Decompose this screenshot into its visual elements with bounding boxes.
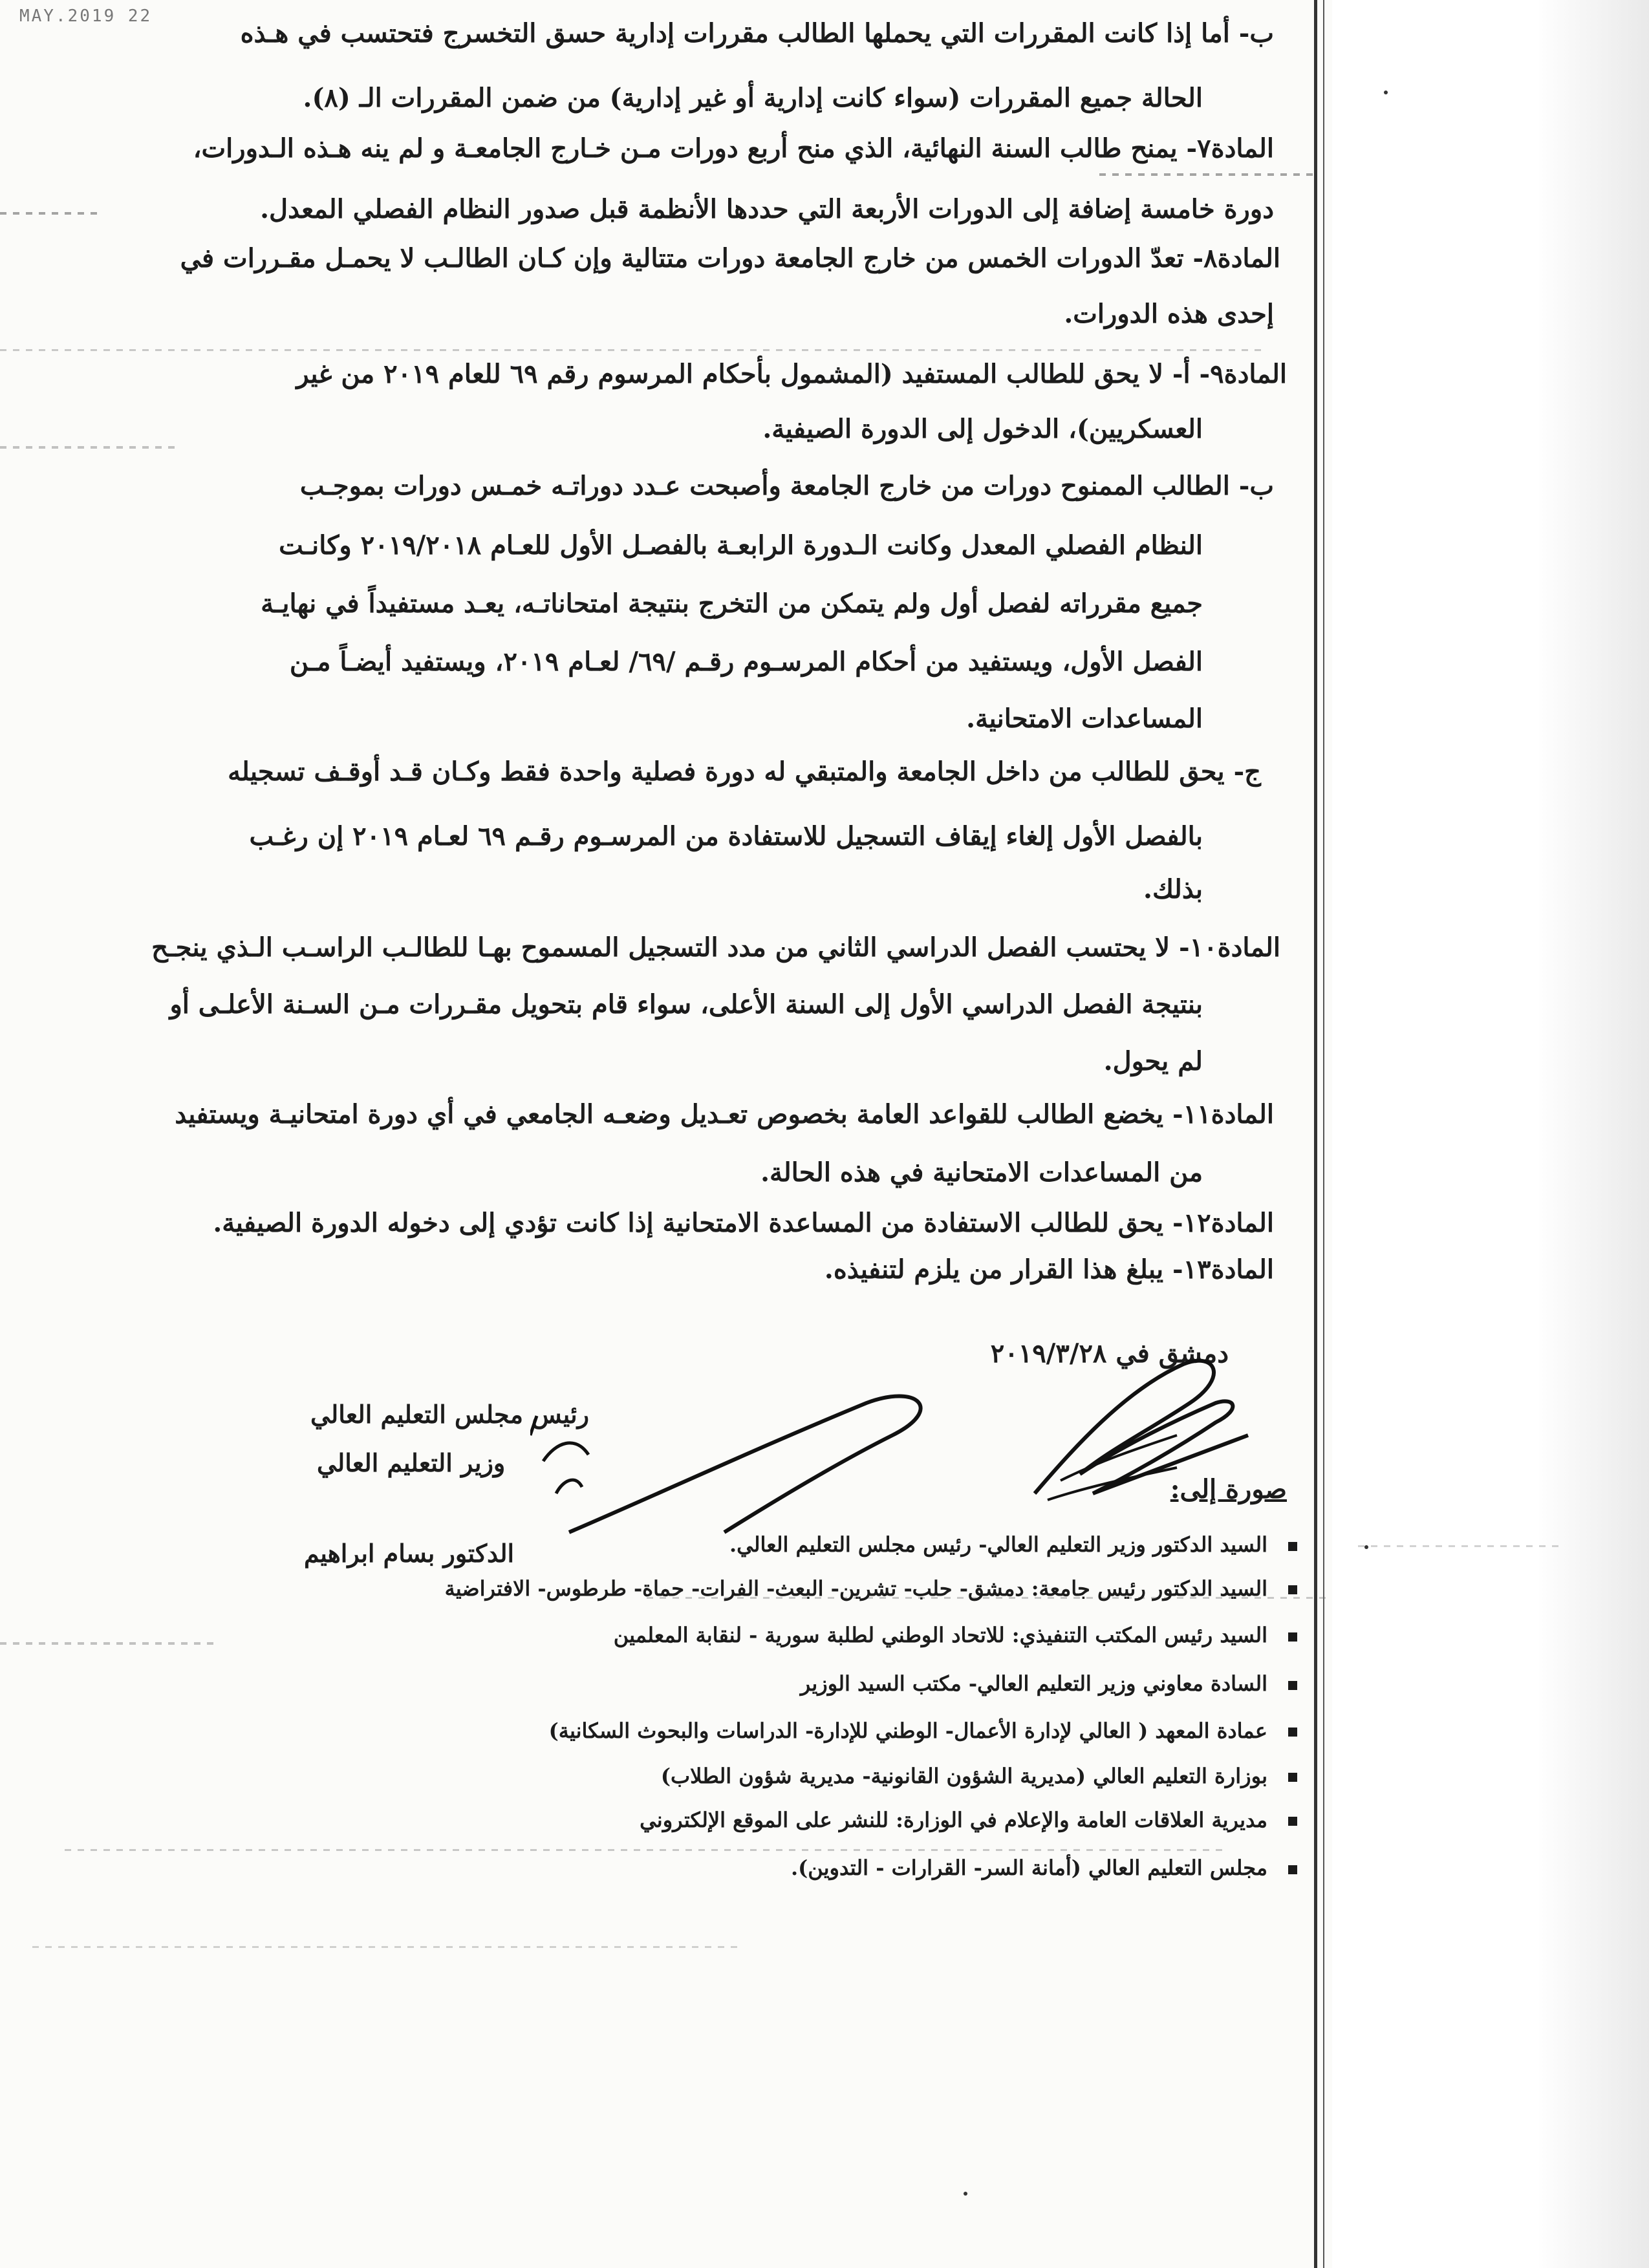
body-line: المادة٧- يمنح طالب السنة النهائية، الذي منح أربع دورات مـن خـارج الجامعـة و لم ينه هـذه الـدورات،: [193, 133, 1274, 164]
scan-shadow: [1539, 0, 1649, 2268]
body-line: المادة٨- تعدّ الدورات الخمس من خارج الجامعة دورات متتالية وإن كـان الطالـب لا يحمـل مقـررات في: [180, 243, 1280, 273]
copy-to-item: مديرية العلاقات العامة والإعلام في الوزارة: للنشر على الموقع الإلكتروني: [640, 1808, 1267, 1832]
margin-rule-thin: [1323, 0, 1324, 2268]
body-line: ب- أما إذا كانت المقررات التي يحملها الطالب مقررات إدارية حسق التخسرج فتحتسب في هـذه: [240, 18, 1274, 48]
signatory-name: الدكتور بسام ابراهيم: [304, 1539, 515, 1568]
margin-rule: [1314, 0, 1317, 2268]
body-line: المادة١٣- يبلغ هذا القرار من يلزم لتنفيذه.: [824, 1254, 1274, 1285]
copy-to-item: السيد رئيس المكتب التنفيذي: للاتحاد الوطني لطلبة سورية - لنقابة المعلمين: [613, 1623, 1267, 1647]
bullet-icon: [1288, 1632, 1297, 1642]
body-line: بالفصل الأول إلغاء إيقاف التسجيل للاستفادة من المرسـوم رقـم ٦٩ لعـام ٢٠١٩ إن رغـب: [249, 821, 1203, 851]
body-line: المادة١٠- لا يحتسب الفصل الدراسي الثاني من مدد التسجيل المسموح بهـا للطالـب الراسـب الـذي ينجـح: [151, 932, 1280, 963]
body-line: جميع مقرراته لفصل أول ولم يتمكن من التخرج بنتيجة امتحاناتـه، يعـد مستفيداً في نهايـة: [261, 588, 1203, 619]
bullet-icon: [1288, 1585, 1297, 1594]
body-line: المادة٩- أ- لا يحق للطالب المستفيد (المشمول بأحكام المرسوم رقم ٦٩ للعام ٢٠١٩ من غير: [296, 359, 1287, 389]
signatory-title-2: وزير التعليم العالي: [317, 1448, 506, 1477]
bullet-icon: [1288, 1728, 1297, 1737]
scan-speck: [1384, 91, 1388, 94]
body-line: بذلك.: [1143, 874, 1203, 904]
bullet-icon: [1288, 1542, 1297, 1551]
body-line: الحالة جميع المقررات (سواء كانت إدارية أو غير إدارية) من ضمن المقررات الـ (٨).: [303, 83, 1203, 113]
body-line: المساعدات الامتحانية.: [966, 703, 1203, 734]
body-line: المادة١٢- يحق للطالب الاستفادة من المساعدة الامتحانية إذا كانت تؤدي إلى دخوله الدورة الصيفية.: [213, 1208, 1274, 1238]
copy-to-label: صورة إلى:: [1170, 1474, 1287, 1504]
scan-noise: [1358, 1545, 1565, 1547]
body-line: العسكريين)، الدخول إلى الدورة الصيفية.: [762, 414, 1203, 444]
copy-to-item: السادة معاوني وزير التعليم العالي- مكتب السيد الوزير: [800, 1671, 1267, 1696]
body-line: المادة١١- يخضع الطالب للقواعد العامة بخصوص تعـديل وضعـه الجامعي في أي دورة امتحانيـة ويستفيد: [175, 1099, 1274, 1129]
document-body: [97, 0, 1287, 2268]
signatory-title-1: رئيس مجلس التعليم العالي: [310, 1400, 590, 1429]
scan-noise: [0, 212, 97, 215]
scan-speck: [964, 2192, 967, 2196]
fax-header-stamp: MAY.2019 22: [19, 6, 153, 26]
body-line: لم يحول.: [1103, 1046, 1203, 1076]
bullet-icon: [1288, 1817, 1297, 1826]
body-line: دورة خامسة إضافة إلى الدورات الأربعة التي حددها الأنظمة قبل صدور النظام الفصلي المعدل.: [260, 194, 1274, 224]
body-line: إحدى هذه الدورات.: [1064, 299, 1274, 329]
bullet-icon: [1288, 1865, 1297, 1874]
bullet-icon: [1288, 1681, 1297, 1690]
copy-to-item: مجلس التعليم العالي (أمانة السر- القرارات - التدوين).: [790, 1856, 1267, 1880]
scan-speck: [1364, 1545, 1368, 1549]
body-line: النظام الفصلي المعدل وكانت الـدورة الرابعـة بالفصـل الأول للعـام ٢٠١٩/٢٠١٨ وكانـت: [279, 530, 1203, 561]
body-line: من المساعدات الامتحانية في هذه الحالة.: [760, 1157, 1203, 1188]
body-line: ج- يحق للطالب من داخل الجامعة والمتبقي له دورة فصلية واحدة فقط وكـان قـد أوقـف تسجيله: [228, 756, 1261, 787]
copy-to-item: عمادة المعهد ( العالي لإدارة الأعمال- الوطني للإدارة- الدراسات والبحوث السكانية): [548, 1718, 1267, 1743]
date-line: دمشق في ٢٠١٩/٣/٢٨: [990, 1338, 1229, 1369]
copy-to-item: بوزارة التعليم العالي (مديرية الشؤون القانونية- مديرية شؤون الطلاب): [660, 1764, 1267, 1788]
copy-to-item: السيد الدكتور رئيس جامعة: دمشق- حلب- تشرين- البعث- الفرات- حماة- طرطوس- الافتراضية: [444, 1576, 1267, 1601]
copy-to-item: السيد الدكتور وزير التعليم العالي- رئيس مجلس التعليم العالي.: [729, 1532, 1267, 1557]
bullet-icon: [1288, 1773, 1297, 1782]
body-line: بنتيجة الفصل الدراسي الأول إلى السنة الأعلى، سواء قام بتحويل مقـررات مـن السـنة الأعلـى أو: [169, 989, 1203, 1020]
body-line: الفصل الأول، ويستفيد من أحكام المرسـوم رقـم /٦٩/ لعـام ٢٠١٩، ويستفيد أيضـاً مـن: [289, 647, 1203, 677]
body-line: ب- الطالب الممنوح دورات من خارج الجامعة وأصبحت عـدد دوراتـه خمـس دورات بموجـب: [299, 471, 1274, 501]
